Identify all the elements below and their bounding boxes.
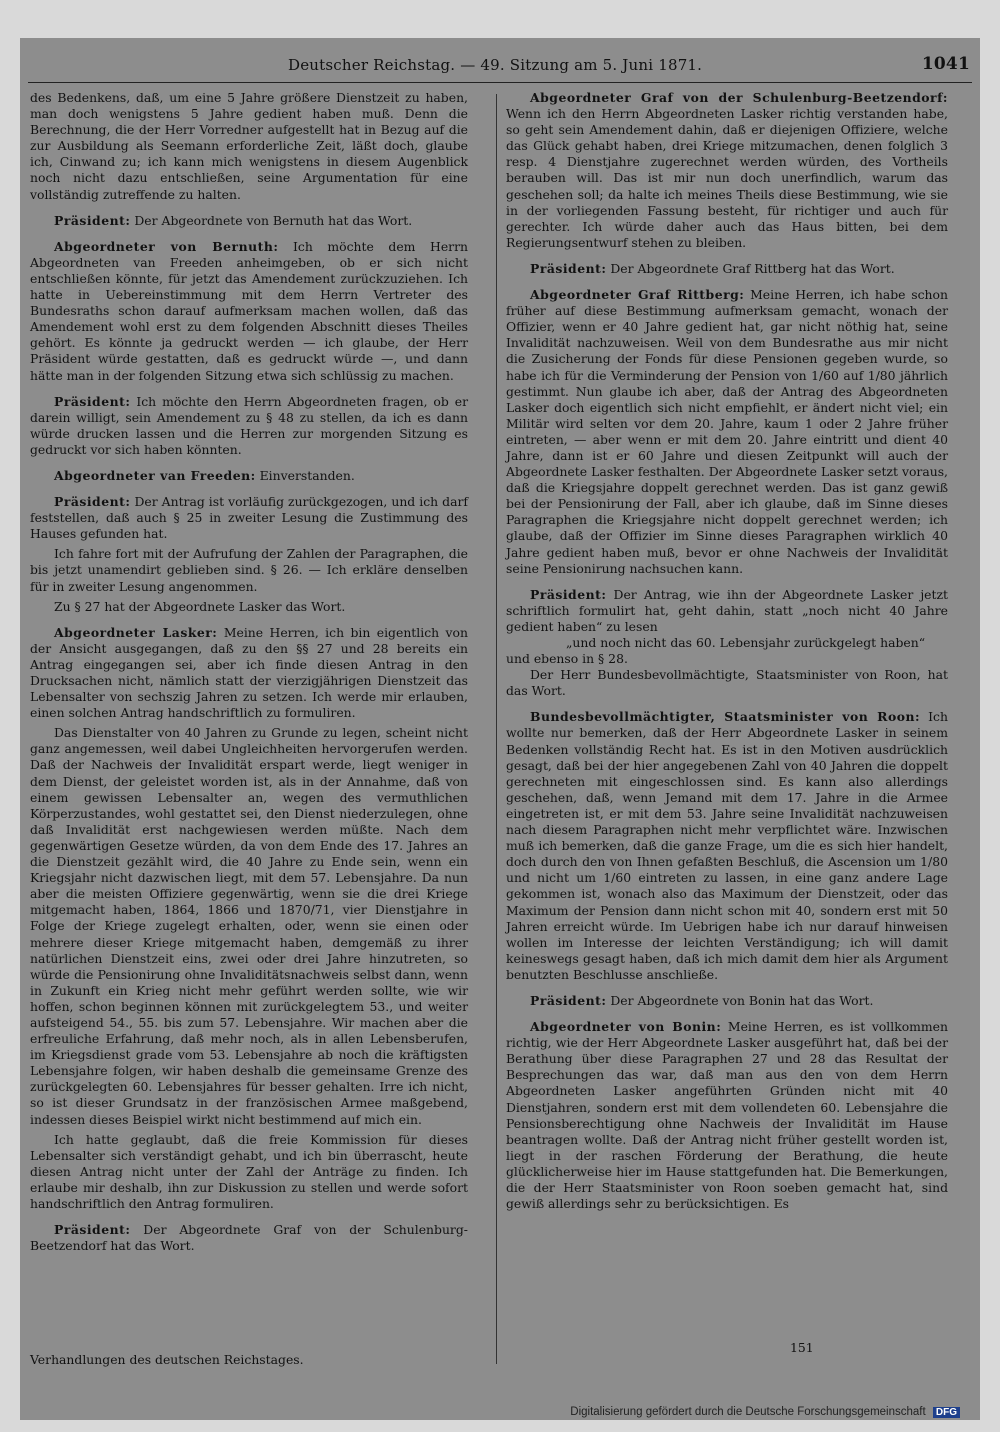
paragraph: des Bedenkens, daß, um eine 5 Jahre größere Dienstzeit zu haben, man doch wenigstens 5 Jahre gedient haben muß. Denn die Berechnung, die der Herr Vorredner aufgestellt hat in Bezug auf die zur Ausbildung als Seemann erforderliche Zeit, läßt doch, glaube ich, Cinwand zu; ich kann mich wenigstens in diesem Augenblick noch nicht dazu entschließen, seine Argumentation für eine vollständig zutreffende zu halten.	[30, 90, 468, 202]
sheet-number: 151	[790, 1340, 814, 1355]
paragraph: Das Dienstalter von 40 Jahren zu Grunde zu legen, scheint nicht ganz angemessen, weil dabei Ungleichheiten hervorgerufen werden. Daß der Nachweis der Invalidität erspart werde, liegt weniger in dem Dienst, der geleistet worden ist, als in der Annahme, daß von einem gewissen Lebensalter an, wegen des vermuthlichen Körperzustandes, wohl gestattet sei, den Dienst niederzulegen, ohne daß Invalidität erst nachgewiesen werden müßte. Nach dem gegenwärtigen Gesetze würden, da von dem Ende des 17. Jahres an die Dienstzeit gezählt wird, die 40 Jahre zu Ende sein, wenn ein Kriegsjahr nicht dazwischen liegt, mit dem 57. Lebensjahre. Da nun aber die meisten Offiziere gegenwärtig, wenn sie die drei Kriege mitgemacht haben, 1864, 1866 und 1870/71, vier Dienstjahre in Folge der Kriege zugelegt erhalten, oder, wenn sie einen oder mehrere dieser Kriege mitgemacht haben, demgemäß zu ihrer natürlichen Dienstzeit eins, zwei oder drei Jahre hinzutreten, so würde die Pensionirung ohne Invaliditätsnachweis selbst dann, wenn in Zukunft ein Krieg nicht mehr geführt werden sollte, wie wir hoffen, schon beginnen können mit zurückgelegtem 53., und weiter aufsteigend 54., 55. bis zum 57. Lebensjahre. Wir machen aber die erfreuliche Erfahrung, daß mehr noch, als in allen Lebensberufen, im Kriegsdienst grade vom 53. Lebensjahre ab noch die kräftigsten Lebensjahre folgen, wir haben deshalb die gemeinsame Grenze des zurückgelegten 60. Lebensjahres für besser gehalten. Irre ich nicht, so ist dieser Grundsatz in der französischen Armee maßgebend, indessen dieses Beispiel wirkt nicht bestimmend auf mich ein.	[30, 725, 468, 1127]
paragraph: Bundesbevollmächtigter, Staatsminister von Roon: Ich wollte nur bemerken, daß der Herr Abgeordnete Lasker in seinem Bedenken vollständig Recht hat. Es ist in den Motiven ausdrücklich gesagt, daß bei der hier angegebenen Zahl von 40 Jahren die doppelt gerechneten mit eingeschlossen sind. Es kann also allerdings geschehen, daß, wenn Jemand mit dem 17. Jahre in die Armee eingetreten ist, er mit dem 53. Jahre seine Invalidität nachzuweisen nach diesem Paragraphen nicht mehr verpflichtet wäre. Inzwischen muß ich bemerken, daß die ganze Frage, um die es sich hier handelt, doch durch den von Ihnen gefaßten Beschluß, die Ascension um 1/80 und nicht um 1/60 eintreten zu lassen, in eine ganz andere Lage gekommen ist, wonach also das Maximum der Dienstzeit, oder das Maximum der Pension dann nicht schon mit 40, sondern erst mit 50 Jahren erreicht würde. Im Uebrigen habe ich nur darauf hinweisen wollen im Interesse der leichten Verständigung; ich will damit keineswegs gesagt haben, daß ich mich damit dem hier als Argument benutzten Beschlusse anschließe.	[506, 709, 948, 982]
dfg-logo: DFG	[933, 1407, 960, 1418]
paragraph: und ebenso in § 28.	[506, 651, 628, 667]
paragraph: Abgeordneter von Bernuth: Ich möchte dem Herrn Abgeordneten van Freeden anheimgeben, ob er sich nicht entschließen könnte, für jetzt das Amendement zurückzuziehen. Ich hatte in Uebereinstimmung mit dem Herrn Vertreter des Bundesraths schon darauf aufmerksam machen wollen, daß das Amendement wohl erst zu dem folgenden Abschnitt dieses Theiles gehört. Es könnte ja gedruckt werden — ich glaube, der Herr Präsident würde gestatten, daß es gedruckt würde —, und dann hätte man in der folgenden Sitzung etwa sich schlüssig zu machen.	[30, 238, 468, 383]
header-rule	[28, 82, 972, 83]
paragraph: Präsident: Der Abgeordnete Graf von der Schulenburg-Beetzendorf hat das Wort.	[30, 1222, 468, 1254]
paragraph: Präsident: Ich möchte den Herrn Abgeordneten fragen, ob er darein willigt, sein Amendement zu § 48 zu stellen, da ich es dann würde drucken lassen und die Herren zur morgenden Sitzung es gedruckt vor sich haben könnten.	[30, 393, 468, 457]
page-number: 1041	[921, 54, 970, 74]
paragraph: Präsident: Der Abgeordnete Graf Rittberg hat das Wort.	[530, 260, 895, 276]
paragraph: Ich hatte geglaubt, daß die freie Kommission für dieses Lebensalter sich verständigt gehabt, und ich bin überrascht, heute diesen Antrag nicht unter der Zahl der Anträge zu finden. Ich erlaube mir deshalb, ihn zur Diskussion zu stellen und werde sofort handschriftlich den Antrag formuliren.	[30, 1131, 468, 1211]
paragraph: Präsident: Der Abgeordnete von Bernuth hat das Wort.	[54, 212, 413, 228]
paragraph: Abgeordneter von Bonin: Meine Herren, es ist vollkommen richtig, wie der Herr Abgeordnete Lasker ausgeführt hat, daß bei der Berathung über diese Paragraphen 27 und 28 das Resultat der Besprechungen das war, daß man aus den von dem Herrn Abgeordneten Lasker angeführten Gründen nicht mit 40 Dienstjahren, sondern erst mit dem vollendeten 60. Lebensjahre die Pensionsberechtigung ohne Nachweis der Invalidität im Hause beantragen wollte. Daß der Antrag nicht früher gestellt worden ist, liegt in der raschen Förderung der Berathung, die heute glücklicherweise hier im Hause stattgefunden hat. Die Bemerkungen, die der Herr Staatsminister von Roon soeben gemacht hat, sind gewiß allerdings sehr zu berücksichtigen. Es	[506, 1019, 948, 1212]
page-header	[28, 52, 972, 76]
paragraph: Abgeordneter Lasker: Meine Herren, ich bin eigentlich von der Ansicht ausgegangen, daß zu den §§ 27 und 28 bereits ein Antrag eingegangen sei, aber ich finde diesen Antrag in den Drucksachen nicht, nämlich statt der vierzigjährigen Dienstzeit das Lebensalter von sechszig Jahren zu setzen. Ich werde mir erlauben, einen solchen Antrag handschriftlich zu formuliren.	[30, 624, 468, 721]
right-column	[506, 90, 948, 1216]
newspaper-page	[20, 38, 980, 1420]
column-divider	[496, 94, 497, 1364]
header-title: Deutscher Reichstag. — 49. Sitzung am 5. Juni 1871.	[288, 56, 703, 74]
footer-publication: Verhandlungen des deutschen Reichstages.	[30, 1352, 304, 1367]
paragraph: Präsident: Der Antrag, wie ihn der Abgeordnete Lasker jetzt schriftlich formulirt hat, geht dahin, statt „noch nicht 40 Jahre gedient haben“ zu lesen	[506, 586, 948, 634]
paragraph: Zu § 27 hat der Abgeordnete Lasker das Wort.	[54, 598, 346, 614]
paragraph: Abgeordneter Graf von der Schulenburg-Beetzendorf: Wenn ich den Herrn Abgeordneten Lasker richtig verstanden habe, so geht sein Amendement dahin, daß er diejenigen Offiziere, welche das Glück gehabt haben, drei Kriege mitzumachen, denen folglich 3 resp. 4 Dienstjahre zugerechnet werden würden, des Vortheils berauben will. Das ist mir nun doch unerfindlich, warum das geschehen soll; da halte ich meines Theils diese Bestimmung, wie sie in der vorliegenden Fassung besteht, für richtiger und auch für gerechter. Ich würde daher auch das Haus bitten, bei dem Regierungsentwurf stehen zu bleiben.	[506, 90, 948, 250]
paragraph: Ich fahre fort mit der Aufrufung der Zahlen der Paragraphen, die bis jetzt unamendirt geblieben sind. § 26. — Ich erkläre denselben für in zweiter Lesung angenommen.	[30, 546, 468, 594]
digitization-credit	[570, 1406, 960, 1418]
paragraph: Abgeordneter van Freeden: Einverstanden.	[54, 467, 355, 483]
paragraph: Abgeordneter Graf Rittberg: Meine Herren, ich habe schon früher auf diese Bestimmung aufmerksam gemacht, wonach der Offizier, wenn er 40 Jahre gedient hat, gar nicht nöthig hat, seine Invalidität nachzuweisen. Weil von dem Bundesrathe aus mir nicht die Zusicherung der Fonds für diese Pensionen gegeben wurde, so habe ich für die Verminderung der Pension von 1/60 auf 1/80 jährlich gestimmt. Nun glaube ich aber, daß der Antrag des Abgeordneten Lasker doch eigentlich sich nicht empfiehlt, er ändert nicht viel; ein Militär wird selten vor dem 20. Jahre, kaum 1 oder 2 Jahre früher eintreten, — aber wenn er mit dem 20. Jahre eintritt und dient 40 Jahre, dann ist er 60 Jahre und diesen Zeitpunkt will auch der Abgeordnete Lasker festhalten. Der Abgeordnete Lasker setzt voraus, daß die Kriegsjahre doppelt gerechnet werden. Das ist ganz gewiß bei der Pensionirung der Fall, aber ich glaube, daß im Sinne dieses Paragraphen die Kriegsjahre nicht doppelt gerechnet werden; ich glaube, daß der Offizier im Sinne dieses Paragraphen wirklich 40 Jahre gedient haben muß, bevor er ohne Nachweis der Invalidität seine Pensionirung nachsuchen kann.	[506, 287, 948, 576]
paragraph: Der Herr Bundesbevollmächtigte, Staatsminister von Roon, hat das Wort.	[506, 667, 948, 699]
paragraph: Präsident: Der Abgeordnete von Bonin hat das Wort.	[530, 992, 874, 1008]
paragraph: Präsident: Der Antrag ist vorläufig zurückgezogen, und ich darf feststellen, daß auch § 25 in zweiter Lesung die Zustimmung des Hauses gefunden hat.	[30, 494, 468, 542]
left-column	[30, 90, 468, 1258]
credit-text: Digitalisierung gefördert durch die Deutsche Forschungsgemeinschaft	[570, 1406, 926, 1418]
quoted-amendment: „und noch nicht das 60. Lebensjahr zurückgelegt haben“	[566, 635, 926, 650]
